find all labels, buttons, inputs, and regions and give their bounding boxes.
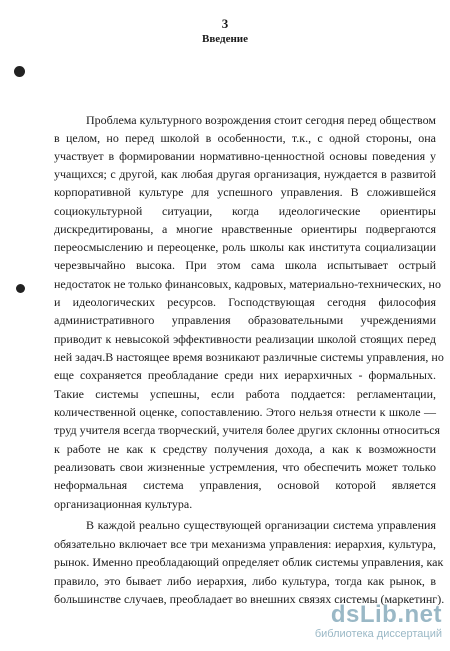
watermark-site: dsLib.net: [330, 601, 442, 628]
text-line: реализовать свои жизненные устремления, что обеспечить может только: [54, 460, 436, 474]
text-line: Проблема культурного возрождения стоит сегодня перед обществом: [86, 113, 436, 127]
text-line: неформальная система управления, основой которой является: [54, 478, 436, 492]
text-line: к работе не как к средству получения дохода, а как к возможности: [54, 442, 436, 456]
text-line: переосмыслению и переоценке, роль школы как института социализации: [54, 240, 436, 254]
text-line: труд учителя всегда творческий, учителя более других склонны относиться: [54, 423, 441, 437]
watermark-caption: библиотека диссертаций: [314, 628, 442, 640]
text-line: организационная культура.: [54, 497, 193, 511]
text-line: Такие системы успешны, если работа поддается: регламентации,: [54, 387, 436, 401]
text-line: ней задач.В настоящее время возникают различные системы управления, но: [54, 350, 444, 364]
text-line: социокультурной ситуации, когда идеологические ориентиры: [54, 204, 436, 218]
text-line: учащихся; с другой, как любая другая организация, нуждается в развитой: [54, 167, 436, 181]
text-line: и идеологических ресурсов. Господствующая сегодня философия: [54, 295, 436, 309]
text-line: дискредитированы, а многие нравственные ориентиры подвергаются: [54, 222, 436, 236]
text-line: еще сохраняется преобладание среди них иерархичных - формальных.: [54, 368, 436, 382]
text-line: рынок. Именно преобладающий определяет облик системы управления, как: [54, 555, 444, 569]
text-line: В каждой реально существующей организации система управления: [86, 518, 436, 532]
page-number: 3: [221, 16, 229, 31]
text-line: участвует в формировании нормативно-ценностной основы поведения у: [54, 149, 436, 163]
text-line: черезвычайно высока. При этом сама школа испытывает острый: [54, 258, 436, 272]
text-line: правило, это бывает либо иерархия, либо культура, тогда как рынок, в: [54, 574, 436, 588]
text-line: корпоративной культуре для успешного управления. В сложившейся: [54, 185, 436, 199]
text-line: количественной оценке, сопоставлению. Этого нельзя отнести к школе —: [54, 405, 436, 419]
watermark-logo: [315, 602, 442, 641]
text-line: недостаток не только финансовых, кадровых, материально-технических, но: [54, 277, 441, 291]
section-heading: Введение: [201, 33, 249, 45]
text-line: большинстве случаев, преобладает во внешних связях системы (маркетинг).: [54, 592, 445, 606]
text-line: административного управления образовательными учреждениями: [54, 313, 436, 327]
text-line: в целом, но перед школой в особенности, т.к., с одной стороны, она: [54, 131, 436, 145]
text-line: обязательно включает все три механизма управления: иерархия, культура,: [54, 537, 436, 551]
text-line: приводит к невысокой эффективности реализации школой стоящих перед: [54, 332, 436, 346]
